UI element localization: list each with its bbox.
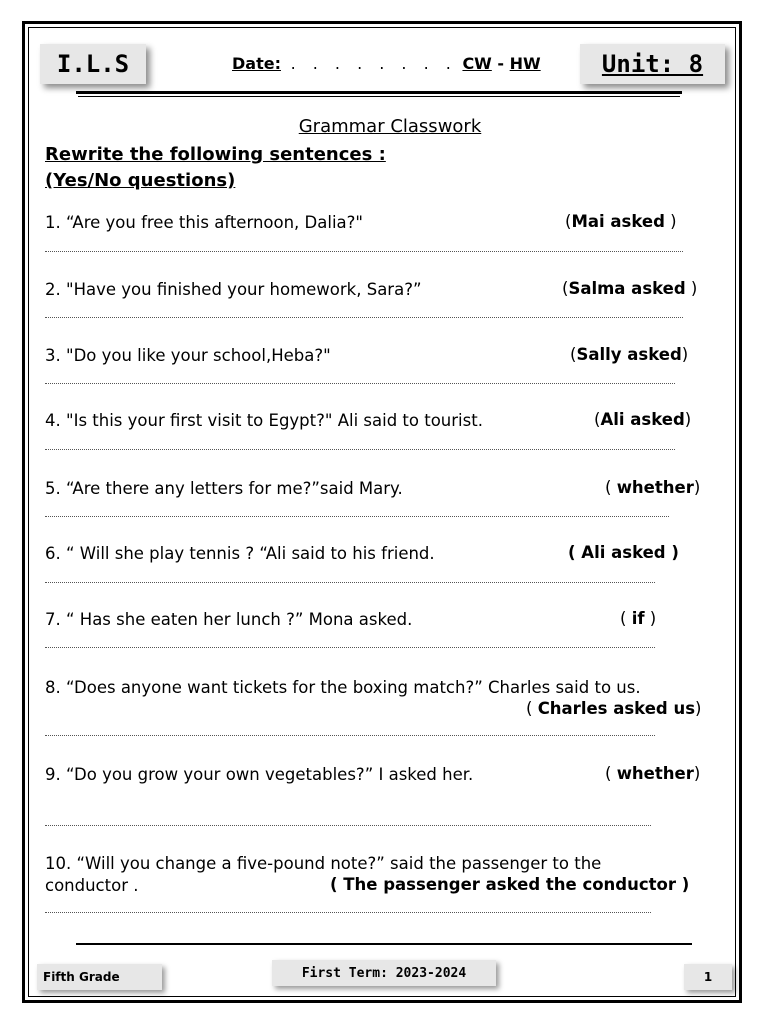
- cue-3: (Sally asked): [570, 345, 689, 364]
- cue-6: ( Ali asked ): [568, 543, 679, 562]
- question-7: 7. “ Has she eaten her lunch ?” Mona asked.: [45, 610, 413, 629]
- question-10-line-2: conductor .: [45, 876, 139, 895]
- cue-5: ( whether): [605, 478, 701, 497]
- question-2: 2. "Have you finished your homework, Sara?”: [45, 280, 422, 299]
- unit-badge: [580, 44, 725, 84]
- answer-line-2[interactable]: [45, 317, 683, 318]
- answer-line-6[interactable]: [45, 582, 655, 583]
- answer-line-9[interactable]: [45, 825, 651, 826]
- cw-label: CW: [462, 54, 492, 73]
- footer-grade: Fifth Grade: [37, 964, 162, 990]
- date-line: [232, 54, 541, 73]
- question-8: 8. “Does anyone want tickets for the boxing match?” Charles said to us.: [45, 678, 641, 697]
- answer-line-10[interactable]: [45, 912, 651, 913]
- school-name: I.L.S: [56, 50, 130, 78]
- page-number: 1: [684, 964, 732, 990]
- date-dots: . . . . . . . .: [290, 54, 457, 73]
- header-rule-thin: [78, 96, 680, 97]
- question-9: 9. “Do you grow your own vegetables?” I asked her.: [45, 765, 474, 784]
- hw-label: HW: [509, 54, 541, 73]
- school-badge: [40, 44, 146, 84]
- instruction-line-1: Rewrite the following sentences :: [45, 144, 386, 165]
- question-5: 5. “Are there any letters for me?”said Mary.: [45, 479, 403, 498]
- answer-line-8[interactable]: [45, 735, 655, 736]
- answer-line-3[interactable]: [45, 383, 675, 384]
- cue-1: (Mai asked ): [565, 212, 677, 231]
- answer-line-1[interactable]: [45, 251, 683, 252]
- question-10-line-1: 10. “Will you change a five-pound note?” said the passenger to the: [45, 854, 602, 873]
- answer-line-4[interactable]: [45, 449, 675, 450]
- cue-7: ( if ): [620, 609, 657, 628]
- unit-label: Unit: 8: [601, 50, 704, 78]
- instruction-line-2: (Yes/No questions): [45, 170, 236, 191]
- question-6: 6. “ Will she play tennis ? “Ali said to his friend.: [45, 544, 435, 563]
- date-label: Date:: [232, 54, 281, 73]
- cue-2: (Salma asked ): [562, 279, 698, 298]
- header-rule-thick: [76, 91, 682, 94]
- question-3: 3. "Do you like your school,Heba?": [45, 346, 331, 365]
- instructions: [45, 142, 386, 194]
- cue-10: ( The passenger asked the conductor ): [330, 875, 690, 894]
- question-1: 1. “Are you free this afternoon, Dalia?": [45, 213, 363, 232]
- footer-term: First Term: 2023-2024: [272, 960, 496, 986]
- cue-4: (Ali asked): [594, 410, 692, 429]
- question-4: 4. "Is this your first visit to Egypt?" Ali said to tourist.: [45, 411, 483, 430]
- footer-rule: [76, 943, 692, 945]
- answer-line-5[interactable]: [45, 516, 669, 517]
- cw-hw-separator: -: [497, 54, 505, 73]
- worksheet-title: Grammar Classwork: [298, 116, 482, 137]
- cue-8: ( Charles asked us): [526, 699, 702, 718]
- answer-line-7[interactable]: [45, 647, 655, 648]
- cue-9: ( whether): [605, 764, 701, 783]
